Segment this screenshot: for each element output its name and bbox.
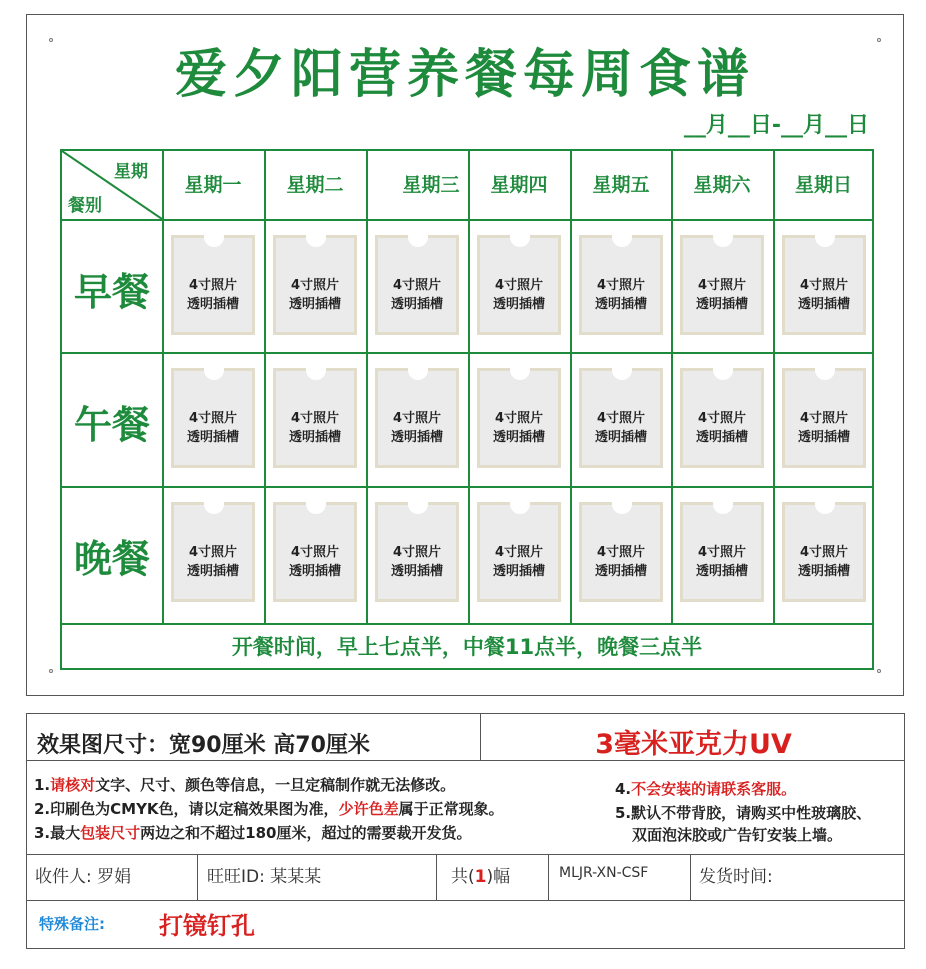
photo-slot	[782, 368, 866, 468]
slot-label-size: 4寸照片	[596, 411, 646, 426]
slot-label-type: 透明插槽	[390, 430, 443, 445]
slot-notch	[204, 235, 224, 247]
divider	[436, 854, 437, 900]
note-5	[615, 802, 871, 823]
photo-slot	[375, 502, 459, 602]
slot-notch	[815, 502, 835, 514]
photo-slot	[782, 235, 866, 335]
slot-label-type: 透明插槽	[695, 564, 748, 579]
slot-notch	[612, 502, 632, 514]
note-text: 4.	[615, 780, 632, 798]
recipient: 收件人: 罗娟	[35, 867, 132, 887]
special-note-value: 打镜钉孔	[159, 912, 255, 940]
slot-label-size: 4寸照片	[799, 278, 849, 293]
grid-line	[570, 151, 572, 623]
note-3	[34, 822, 471, 843]
slot-notch	[408, 368, 428, 380]
day-header: 星期日	[794, 174, 852, 196]
slot-label-size: 4寸照片	[392, 545, 442, 560]
slot-notch	[612, 235, 632, 247]
grid-line	[62, 219, 872, 221]
mount-hole	[49, 669, 53, 673]
slot-notch	[713, 235, 733, 247]
slot-notch	[408, 235, 428, 247]
slot-label-type: 透明插槽	[797, 297, 850, 312]
slot-notch	[306, 368, 326, 380]
divider	[197, 854, 198, 900]
divider	[27, 900, 904, 901]
slot-notch	[815, 368, 835, 380]
photo-slot	[375, 368, 459, 468]
meal-label-breakfast: 早餐	[73, 270, 150, 314]
meal-label-lunch: 午餐	[73, 403, 150, 447]
photo-slot	[579, 368, 663, 468]
mount-hole	[877, 38, 881, 42]
meal-label-dinner: 晚餐	[73, 537, 150, 581]
slot-label-type: 透明插槽	[390, 564, 443, 579]
photo-slot	[782, 502, 866, 602]
count-value: 1	[474, 867, 487, 887]
slot-label-type: 透明插槽	[594, 297, 647, 312]
slot-label-type: 透明插槽	[797, 430, 850, 445]
slot-label-size: 4寸照片	[188, 278, 238, 293]
mount-hole	[49, 38, 53, 42]
note-2	[34, 798, 504, 819]
slot-notch	[204, 502, 224, 514]
divider	[690, 854, 691, 900]
day-header: 星期一	[184, 174, 242, 196]
board-title: 爱夕阳营养餐每周食谱	[174, 45, 755, 105]
grid-line	[62, 352, 872, 354]
photo-slot	[273, 502, 357, 602]
note-text: 5.默认不带背胶，请购买中性玻璃胶、	[615, 804, 872, 822]
slot-label-type: 透明插槽	[288, 297, 341, 312]
photo-slot	[477, 502, 561, 602]
slot-label-type: 透明插槽	[492, 297, 545, 312]
note-highlight: 请核对	[50, 776, 96, 794]
photo-slot	[680, 502, 764, 602]
photo-slot	[477, 368, 561, 468]
note-text: 双面泡沫胶或广告钉安装上墙。	[632, 826, 843, 844]
board-size: 效果图尺寸：宽90厘米 高70厘米	[37, 733, 370, 758]
slot-label-type: 透明插槽	[186, 564, 239, 579]
mount-hole	[877, 669, 881, 673]
slot-label-size: 4寸照片	[188, 411, 238, 426]
date-range: __月__日-__月__日	[683, 113, 869, 138]
slot-label-size: 4寸照片	[697, 411, 747, 426]
slot-label-size: 4寸照片	[799, 411, 849, 426]
note-text: 3.最大	[34, 824, 81, 842]
divider	[27, 854, 904, 855]
slot-label-size: 4寸照片	[596, 545, 646, 560]
grid-line	[162, 151, 164, 623]
slot-label-type: 透明插槽	[288, 430, 341, 445]
day-header: 星期二	[286, 174, 344, 196]
slot-label-size: 4寸照片	[290, 411, 340, 426]
wangwang-id: 旺旺ID: 某某某	[207, 867, 322, 887]
grid-line	[468, 151, 470, 623]
slot-label-type: 透明插槽	[186, 430, 239, 445]
special-note-label: 特殊备注:	[39, 915, 105, 933]
note-highlight: 不会安装的请联系客服。	[631, 780, 797, 798]
slot-label-type: 透明插槽	[695, 297, 748, 312]
menu-board	[26, 14, 904, 696]
slot-label-type: 透明插槽	[695, 430, 748, 445]
photo-slot	[171, 502, 255, 602]
day-header: 星期四	[490, 174, 548, 196]
note-highlight: 少许色差	[338, 800, 399, 818]
order-spec-table	[26, 713, 905, 949]
slot-label-type: 透明插槽	[594, 564, 647, 579]
slot-label-size: 4寸照片	[290, 278, 340, 293]
panel-count	[451, 862, 510, 887]
note-4	[615, 778, 796, 799]
divider	[548, 854, 549, 900]
grid-line	[62, 486, 872, 488]
grid-line	[671, 151, 673, 623]
day-header: 星期六	[693, 174, 751, 196]
slot-label-size: 4寸照片	[392, 411, 442, 426]
photo-slot	[171, 235, 255, 335]
slot-label-type: 透明插槽	[288, 564, 341, 579]
slot-notch	[204, 368, 224, 380]
slot-label-size: 4寸照片	[392, 278, 442, 293]
grid-line	[366, 151, 368, 623]
photo-slot	[680, 368, 764, 468]
day-header: 星期三	[402, 174, 460, 196]
slot-notch	[306, 235, 326, 247]
photo-slot	[273, 235, 357, 335]
note-text: 两边之和不超过180厘米，超过的需要裁开发货。	[140, 824, 472, 842]
photo-slot	[171, 368, 255, 468]
slot-label-size: 4寸照片	[494, 411, 544, 426]
photo-slot	[477, 235, 561, 335]
grid-line	[62, 623, 872, 625]
note-text: 2.印刷色为CMYK色，请以定稿效果图为准，	[34, 800, 339, 818]
slot-label-type: 透明插槽	[492, 564, 545, 579]
ship-time: 发货时间:	[699, 867, 773, 887]
slot-notch	[306, 502, 326, 514]
note-1	[34, 774, 455, 795]
slot-label-size: 4寸照片	[188, 545, 238, 560]
slot-label-type: 透明插槽	[390, 297, 443, 312]
grid-line	[264, 151, 266, 623]
count-suffix: )幅	[486, 867, 511, 887]
weekly-menu-grid	[60, 149, 874, 670]
grid-line	[773, 151, 775, 623]
slot-label-size: 4寸照片	[596, 278, 646, 293]
count-prefix: 共(	[451, 867, 475, 887]
note-text: 属于正常现象。	[398, 800, 504, 818]
note-5-cont	[632, 824, 842, 845]
slot-notch	[815, 235, 835, 247]
photo-slot	[680, 235, 764, 335]
photo-slot	[579, 235, 663, 335]
slot-label-size: 4寸照片	[697, 545, 747, 560]
corner-label-weekday: 星期	[114, 162, 148, 182]
day-header: 星期五	[592, 174, 650, 196]
slot-label-size: 4寸照片	[799, 545, 849, 560]
slot-label-type: 透明插槽	[797, 564, 850, 579]
slot-notch	[510, 235, 530, 247]
photo-slot	[579, 502, 663, 602]
slot-label-size: 4寸照片	[494, 545, 544, 560]
photo-slot	[375, 235, 459, 335]
slot-notch	[612, 368, 632, 380]
slot-notch	[713, 502, 733, 514]
meal-times-footer: 开餐时间，早上七点半，中餐11点半，晚餐三点半	[231, 635, 703, 659]
slot-notch	[510, 502, 530, 514]
note-highlight: 包装尺寸	[80, 824, 141, 842]
slot-label-size: 4寸照片	[494, 278, 544, 293]
photo-slot	[273, 368, 357, 468]
slot-label-type: 透明插槽	[594, 430, 647, 445]
slot-label-type: 透明插槽	[186, 297, 239, 312]
slot-notch	[408, 502, 428, 514]
product-code: MLJR-XN-CSF	[559, 865, 649, 881]
note-text: 1.	[34, 776, 51, 794]
note-text: 文字、尺寸、颜色等信息，一旦定稿制作就无法修改。	[95, 776, 456, 794]
corner-label-meal: 餐别	[68, 196, 102, 216]
slot-label-size: 4寸照片	[290, 545, 340, 560]
slot-notch	[510, 368, 530, 380]
slot-notch	[713, 368, 733, 380]
board-material: 3毫米亚克力UV	[595, 729, 792, 760]
slot-label-size: 4寸照片	[697, 278, 747, 293]
slot-label-type: 透明插槽	[492, 430, 545, 445]
